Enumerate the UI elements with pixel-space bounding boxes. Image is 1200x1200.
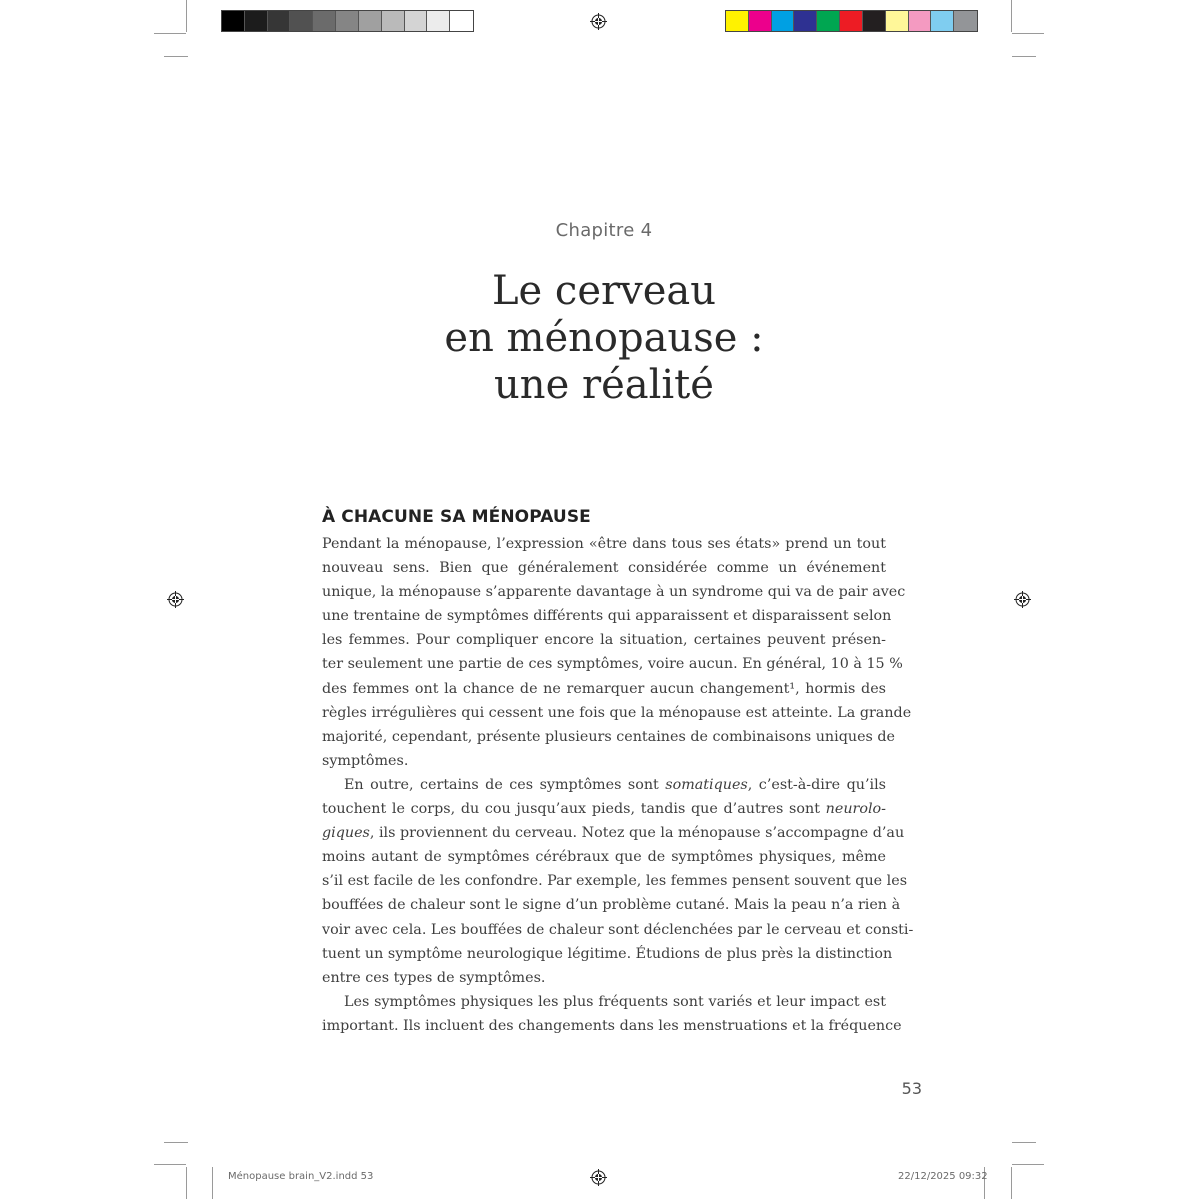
body-text bbox=[322, 532, 914, 1038]
text-line bbox=[322, 797, 886, 821]
color-swatch bbox=[268, 11, 291, 31]
registration-mark-icon bbox=[590, 13, 607, 30]
crop-mark bbox=[1011, 0, 1012, 32]
text-line: important. Ils incluent des changements dans les menstruations et la fréquence bbox=[322, 1017, 902, 1034]
crop-mark bbox=[164, 56, 188, 57]
chapter-title-line: une réalité bbox=[494, 362, 714, 408]
text-run: , c’est-à-dire qu’ils bbox=[747, 776, 886, 793]
text-run: , ils proviennent du cerveau. Notez que la ménopause s’accompagne d’au bbox=[369, 825, 905, 842]
color-swatch bbox=[817, 11, 840, 31]
color-swatch bbox=[794, 11, 817, 31]
text-line: règles irrégulières qui cessent une fois que la ménopause est atteinte. La grande bbox=[322, 704, 912, 721]
chapter-title-line: en ménopause : bbox=[444, 315, 764, 361]
color-swatch bbox=[290, 11, 313, 31]
color-swatch bbox=[405, 11, 428, 31]
color-swatch bbox=[222, 11, 245, 31]
italic-term: somatiques bbox=[665, 776, 748, 793]
crop-mark bbox=[1012, 56, 1036, 57]
text-line: des femmes ont la chance de ne remarquer aucun changement¹, hormis des bbox=[322, 680, 886, 697]
registration-mark-icon bbox=[590, 1169, 607, 1186]
text-run: En outre, certains de ces symptômes sont bbox=[344, 776, 666, 793]
color-swatch bbox=[931, 11, 954, 31]
crop-mark bbox=[154, 1164, 186, 1165]
text-line: voir avec cela. Les bouffées de chaleur sont déclenchées par le cerveau et consti- bbox=[322, 921, 914, 938]
slug-date-info: 22/12/2025 09:32 bbox=[898, 1171, 988, 1182]
crop-mark bbox=[186, 1167, 187, 1199]
slug-file-info: Ménopause brain_V2.indd 53 bbox=[228, 1171, 374, 1182]
chapter-title bbox=[0, 268, 1200, 409]
color-calibration-bar bbox=[725, 10, 978, 32]
text-line: majorité, cependant, présente plusieurs centaines de combinaisons uniques de bbox=[322, 728, 896, 745]
text-line: les femmes. Pour compliquer encore la situation, certaines peuvent présen- bbox=[322, 632, 886, 649]
text-line: symptômes. bbox=[322, 752, 409, 769]
text-line: nouveau sens. Bien que généralement considérée comme un événement bbox=[322, 560, 886, 577]
crop-mark bbox=[1012, 1142, 1036, 1143]
color-swatch bbox=[726, 11, 749, 31]
color-swatch bbox=[886, 11, 909, 31]
text-line: moins autant de symptômes cérébraux que de symptômes physiques, même bbox=[322, 849, 886, 866]
crop-mark bbox=[164, 1142, 188, 1143]
text-line: Pendant la ménopause, l’expression «être dans tous ses états» prend un tout bbox=[322, 536, 886, 552]
italic-term: neurolo- bbox=[825, 801, 886, 818]
crop-mark bbox=[212, 1167, 213, 1199]
color-swatch bbox=[840, 11, 863, 31]
color-swatch bbox=[336, 11, 359, 31]
crop-mark bbox=[186, 0, 187, 32]
section-heading: À CHACUNE SA MÉNOPAUSE bbox=[322, 507, 591, 527]
page-number: 53 bbox=[901, 1079, 922, 1098]
chapter-label: Chapitre 4 bbox=[555, 220, 653, 241]
text-line bbox=[322, 821, 905, 845]
crop-mark bbox=[154, 33, 186, 34]
color-swatch bbox=[427, 11, 450, 31]
color-swatch bbox=[863, 11, 886, 31]
text-line bbox=[322, 773, 886, 797]
color-swatch bbox=[450, 11, 473, 31]
text-line: Les symptômes physiques les plus fréquents sont variés et leur impact est bbox=[344, 993, 886, 1010]
text-line: une trentaine de symptômes différents qui apparaissent et disparaissent selon bbox=[322, 608, 892, 625]
color-swatch bbox=[245, 11, 268, 31]
text-line: entre ces types de symptômes. bbox=[322, 969, 546, 986]
crop-mark bbox=[1012, 33, 1044, 34]
color-swatch bbox=[382, 11, 405, 31]
registration-mark-icon bbox=[1014, 591, 1031, 608]
chapter-title-line: Le cerveau bbox=[491, 268, 717, 314]
text-line: tuent un symptôme neurologique légitime. Étudions de plus près la distinction bbox=[322, 945, 893, 962]
text-line: bouffées de chaleur sont le signe d’un problème cutané. Mais la peau n’a rien à bbox=[322, 897, 901, 914]
color-swatch bbox=[772, 11, 795, 31]
color-swatch bbox=[749, 11, 772, 31]
color-swatch bbox=[359, 11, 382, 31]
crop-mark bbox=[1011, 1167, 1012, 1199]
color-swatch bbox=[313, 11, 336, 31]
grayscale-color-bar bbox=[221, 10, 474, 32]
registration-mark-icon bbox=[167, 591, 184, 608]
text-line: s’il est facile de les confondre. Par exemple, les femmes pensent souvent que les bbox=[322, 873, 908, 890]
color-swatch bbox=[954, 11, 977, 31]
text-run: touchent le corps, du cou jusqu’aux pieds, tandis que d’autres sont bbox=[322, 801, 826, 818]
italic-term: giques bbox=[322, 825, 370, 842]
crop-mark bbox=[1012, 1164, 1044, 1165]
text-line: ter seulement une partie de ces symptômes, voire aucun. En général, 10 à 15 % bbox=[322, 656, 903, 673]
color-swatch bbox=[909, 11, 932, 31]
text-line: unique, la ménopause s’apparente davantage à un syndrome qui va de pair avec bbox=[322, 584, 906, 601]
